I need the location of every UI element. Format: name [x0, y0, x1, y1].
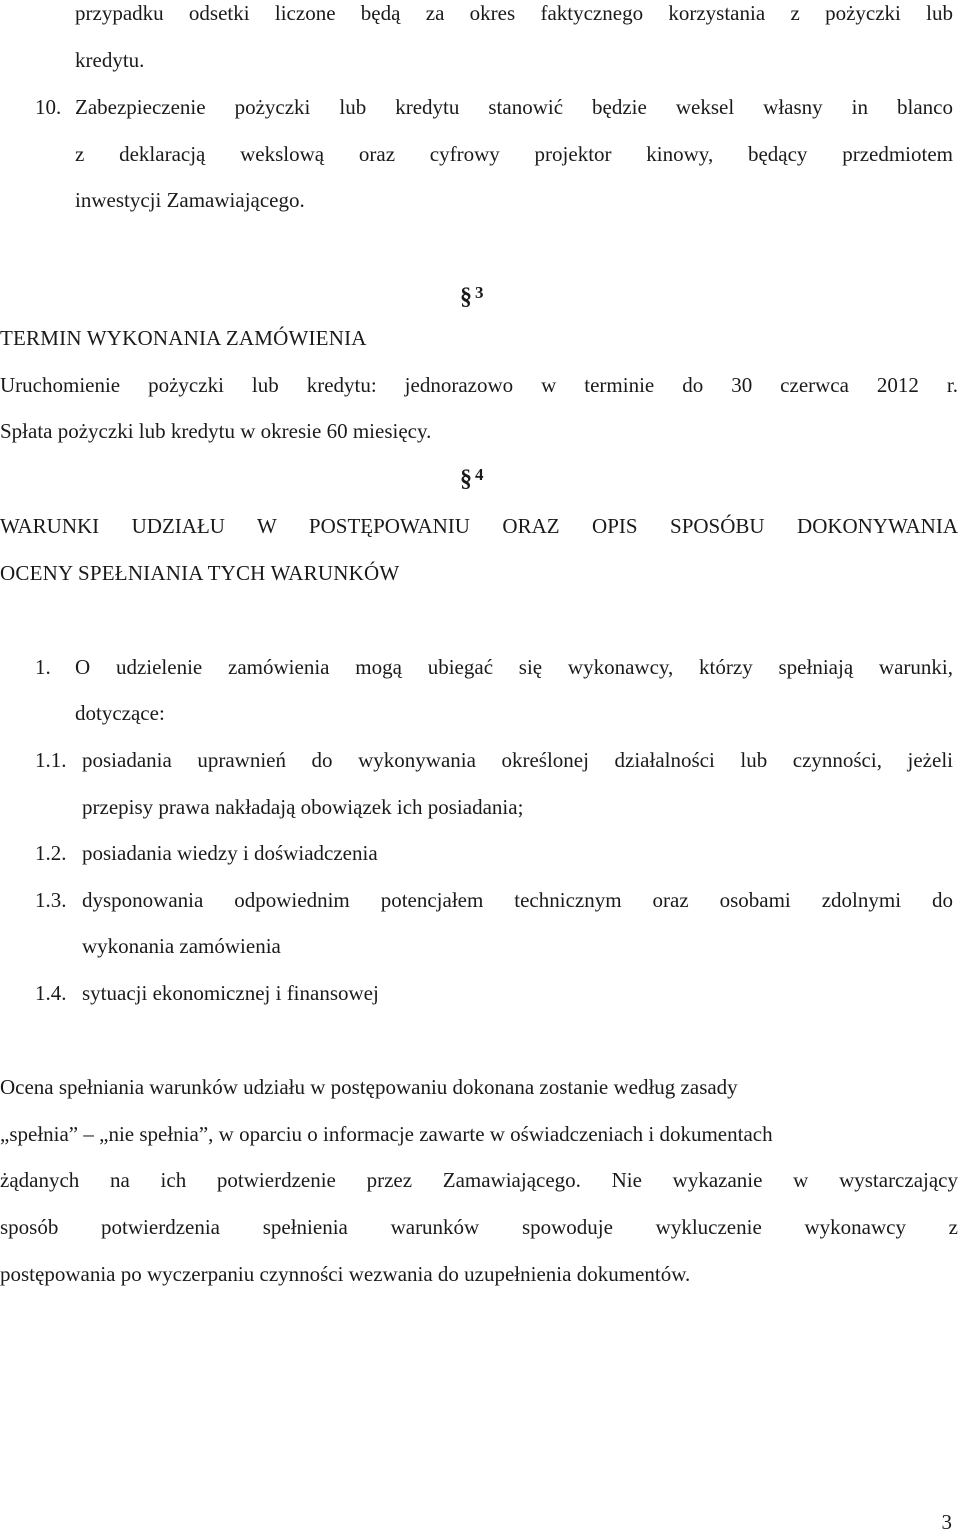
section-3-heading: TERMIN WYKONANIA ZAMÓWIENIA	[0, 326, 367, 350]
section-4-heading-line-2: OCENY SPEŁNIANIA TYCH WARUNKÓW	[0, 561, 400, 585]
sub-item-1-1-line-2: przepisy prawa nakładają obowiązek ich posiadania;	[82, 795, 524, 819]
sub-item-1-4-line-1: sytuacji ekonomicznej i finansowej	[82, 981, 379, 1005]
assessment-line-1: Ocena spełniania warunków udziału w postępowaniu dokonana zostanie według zasady	[0, 1075, 738, 1099]
sub-item-1-1-number: 1.1.	[35, 748, 67, 772]
intro-line-1: przypadku odsetki liczone będą za okres faktycznego korzystania z pożyczki lub	[75, 1, 953, 25]
sub-item-1-1-line-1: posiadania uprawnień do wykonywania określonej działalności lub czynności, jeżeli	[82, 748, 953, 772]
page-number: 3	[941, 1510, 952, 1534]
item-10-line-3: inwestycji Zamawiającego.	[75, 188, 305, 212]
item-1-number: 1.	[35, 655, 51, 679]
item-1-line-1: O udzielenie zamówienia mogą ubiegać się wykonawcy, którzy spełniają warunki,	[75, 655, 953, 679]
section-number: 4	[475, 465, 484, 484]
item-10-line-1: Zabezpieczenie pożyczki lub kredytu stanowić będzie weksel własny in blanco	[75, 95, 953, 119]
section-3-mark	[460, 284, 484, 309]
section-symbol: §	[460, 284, 472, 310]
item-1-line-2: dotyczące:	[75, 701, 165, 725]
section-symbol: §	[460, 466, 472, 492]
section-4-mark	[460, 466, 484, 491]
assessment-line-2: „spełnia” – „nie spełnia”, w oparciu o informacje zawarte w oświadczeniach i dokumentach	[0, 1122, 773, 1146]
sub-item-1-3-line-2: wykonania zamówienia	[82, 934, 281, 958]
section-3-para-line-2: Spłata pożyczki lub kredytu w okresie 60 miesięcy.	[0, 419, 432, 443]
section-3-para-line-1: Uruchomienie pożyczki lub kredytu: jednorazowo w terminie do 30 czerwca 2012 r.	[0, 373, 958, 397]
assessment-line-3: żądanych na ich potwierdzenie przez Zamawiającego. Nie wykazanie w wystarczający	[0, 1168, 958, 1192]
sub-item-1-2-line-1: posiadania wiedzy i doświadczenia	[82, 841, 378, 865]
sub-item-1-3-number: 1.3.	[35, 888, 67, 912]
section-4-heading-line-1: WARUNKI UDZIAŁU W POSTĘPOWANIU ORAZ OPIS SPOSÓBU DOKONYWANIA	[0, 514, 958, 538]
intro-line-2: kredytu.	[75, 48, 145, 72]
item-10-number: 10.	[35, 95, 62, 119]
section-number: 3	[475, 283, 484, 302]
sub-item-1-2-number: 1.2.	[35, 841, 67, 865]
sub-item-1-3-line-1: dysponowania odpowiednim potencjałem technicznym oraz osobami zdolnymi do	[82, 888, 953, 912]
assessment-line-4: sposób potwierdzenia spełnienia warunków spowoduje wykluczenie wykonawcy z	[0, 1215, 958, 1239]
item-10-line-2: z deklaracją wekslową oraz cyfrowy projektor kinowy, będący przedmiotem	[75, 142, 953, 166]
sub-item-1-4-number: 1.4.	[35, 981, 67, 1005]
assessment-line-5: postępowania po wyczerpaniu czynności wezwania do uzupełnienia dokumentów.	[0, 1262, 691, 1286]
